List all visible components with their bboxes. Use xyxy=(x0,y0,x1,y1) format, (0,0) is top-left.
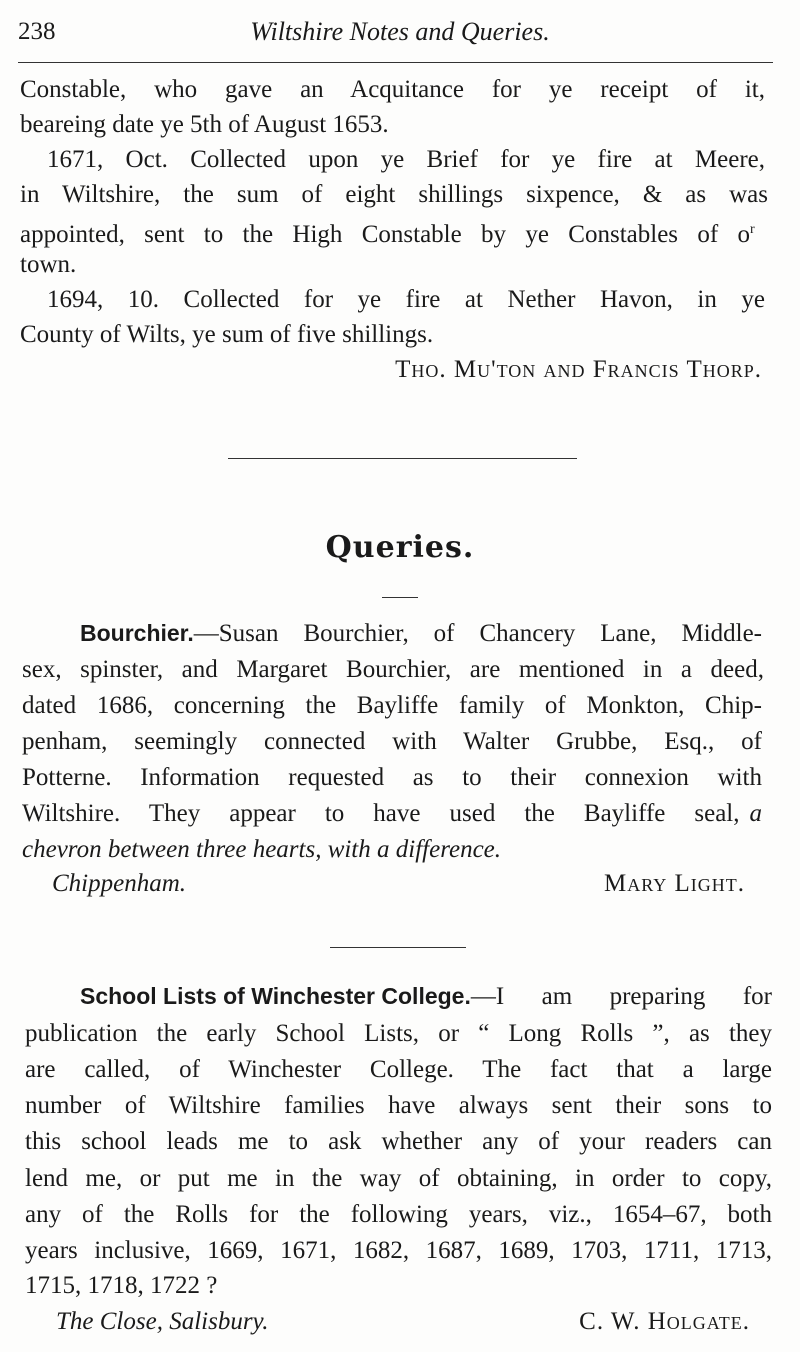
queries-heading: Queries. xyxy=(325,530,475,565)
text-line: Constable, who gave an Acquitance for ye receipt of it, xyxy=(20,76,765,103)
text-line: penham, seemingly connected with Walter Grubbe, Esq., of xyxy=(22,728,762,755)
heading-dash xyxy=(382,597,418,598)
place: Chippenham. xyxy=(52,870,187,897)
text-line xyxy=(80,979,772,1014)
signature: Tho. Mu'ton and Francis Thorp. xyxy=(395,356,762,383)
text-line: dated 1686, concerning the Bayliffe family of Monkton, Chip- xyxy=(22,692,762,719)
running-title: Wiltshire Notes and Queries. xyxy=(250,17,550,46)
signature: C. W. Holgate. xyxy=(579,1308,750,1335)
section-rule xyxy=(330,947,466,948)
text-line-body: —Susan Bourchier, of Chancery Lane, Middle- xyxy=(193,620,762,647)
text-line: this school leads me to ask whether any of your readers can xyxy=(25,1128,772,1155)
italic-word: a xyxy=(749,800,762,827)
text-line xyxy=(20,212,765,247)
query-heading: School Lists of Winchester College. xyxy=(80,983,471,1009)
text-line: years inclusive, 1669, 1671, 1682, 1687, 1689, 1703, 1711, 1713, xyxy=(25,1237,772,1264)
text-line xyxy=(22,796,762,831)
text-line: 1715, 1718, 1722 ? xyxy=(25,1272,218,1299)
text-line-body: appointed, sent to the High Constable by ye Constables of o xyxy=(20,221,750,249)
text-line: chevron between three hearts, with a difference. xyxy=(22,836,502,863)
text-line: County of Wilts, ye sum of five shillings. xyxy=(20,321,434,348)
text-line: sex, spinster, and Margaret Bourchier, are mentioned in a deed, xyxy=(22,656,764,683)
page-number: 238 xyxy=(18,18,56,45)
text-line-body: Wiltshire. They appear to have used the Bayliffe seal, xyxy=(22,800,740,827)
text-line-body: —I am preparing for xyxy=(470,983,772,1010)
superscript: r xyxy=(750,222,755,237)
signature: Mary Light. xyxy=(604,870,745,897)
text-line: publication the early School Lists, or “ Long Rolls ”, as they xyxy=(25,1020,772,1047)
header-rule xyxy=(18,62,773,63)
query-heading: Bourchier. xyxy=(80,620,194,646)
text-line: any of the Rolls for the following years, viz., 1654–67, both xyxy=(25,1201,772,1228)
text-line xyxy=(80,616,762,651)
text-line: in Wiltshire, the sum of eight shillings sixpence, & as was xyxy=(20,181,768,208)
text-line: beareing date ye 5th of August 1653. xyxy=(20,111,389,138)
section-rule xyxy=(228,458,577,459)
text-line: 1694, 10. Collected for ye fire at Nether Havon, in ye xyxy=(47,286,765,313)
text-line: are called, of Winchester College. The fact that a large xyxy=(25,1056,772,1083)
text-line: town. xyxy=(20,251,77,278)
text-line: Potterne. Information requested as to their connexion with xyxy=(22,764,762,791)
text-line: number of Wiltshire families have always sent their sons to xyxy=(25,1092,772,1119)
text-line: 1671, Oct. Collected upon ye Brief for ye fire at Meere, xyxy=(47,146,765,173)
text-line: lend me, or put me in the way of obtaining, in order to copy, xyxy=(25,1165,772,1192)
place: The Close, Salisbury. xyxy=(56,1308,269,1335)
